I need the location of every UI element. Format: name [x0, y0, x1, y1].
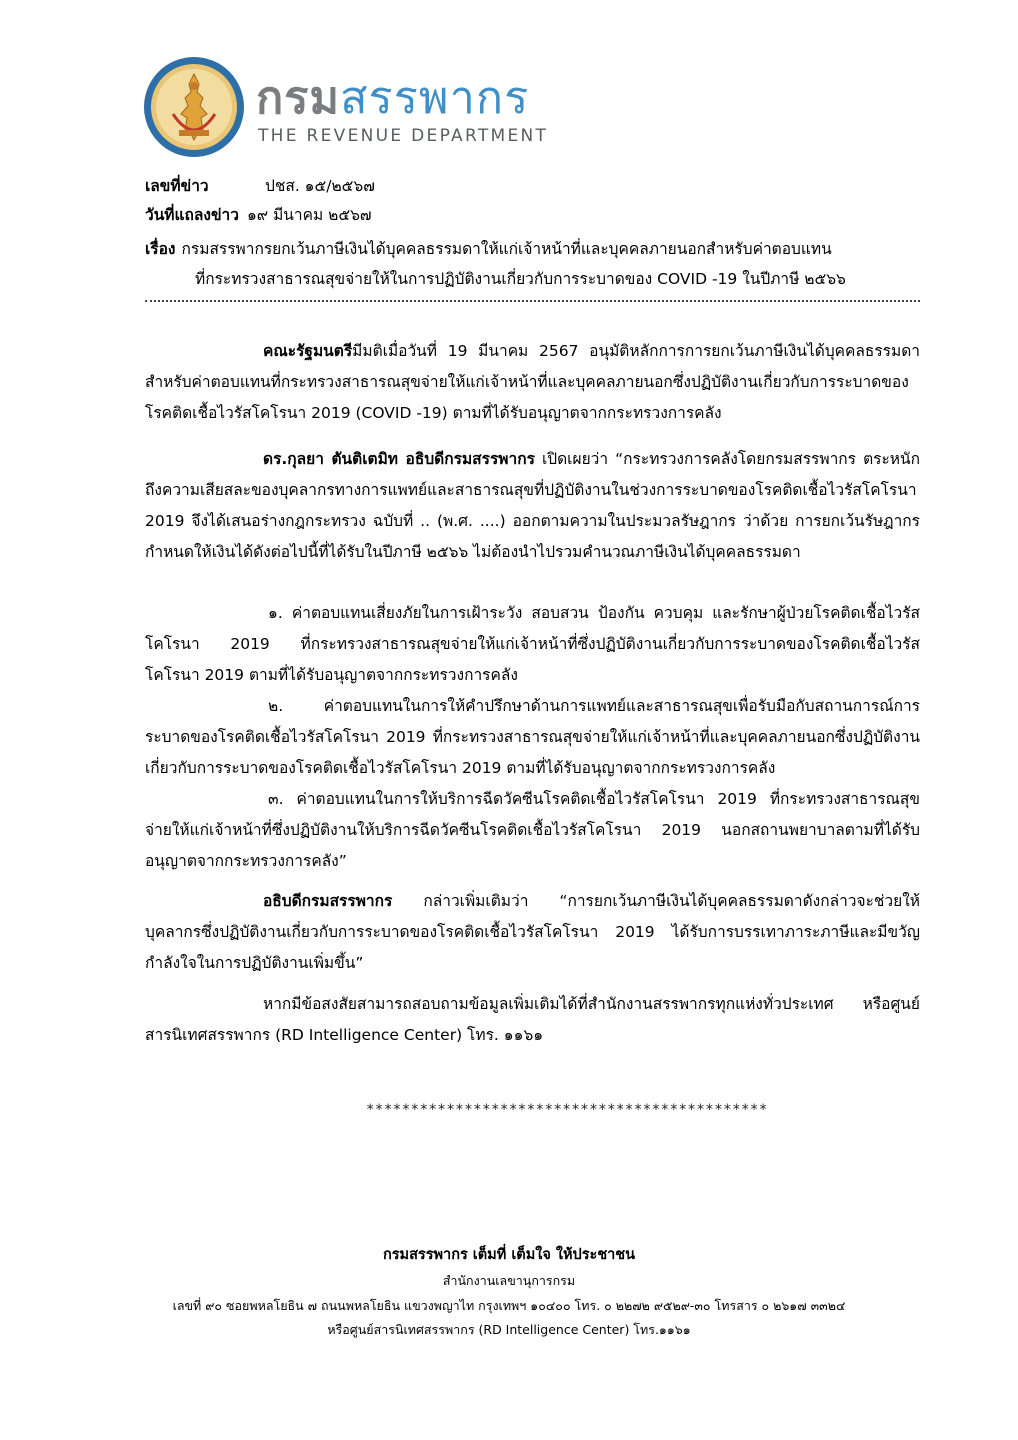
paragraph-contact-text: หากมีข้อสงสัยสามารถสอบถามข้อมูลเพิ่มเติมได้ที่สำนักงานสรรพากรทุกแห่งทั่วประเทศ หรือศูนย์สารนิเทศสรรพากร (RD Intelligence Center) โทร. ๑๑๖๑ [145, 995, 920, 1044]
footer-hotline: หรือศูนย์สารนิเทศสรรพากร (RD Intelligence Center) โทร.๑๑๖๑ [327, 1322, 691, 1337]
brand-part-2: สรรพากร [340, 71, 530, 124]
subject-line-2: ที่กระทรวงสาธารณสุขจ่ายให้ในการปฏิบัติงานเกี่ยวกับการระบาดของ COVID -19 ในปีภาษี ๒๕๖๖ [195, 270, 846, 288]
list-item-3 [145, 784, 920, 877]
subject-block [145, 234, 925, 294]
list-item-3-text: ๓. ค่าตอบแทนในการให้บริการฉีดวัคซีนโรคติดเชื้อไวรัสโคโรนา 2019 ที่กระทรวงสาธารณสุขจ่ายให้แก่เจ้าหน้าที่ซึ่งปฏิบัติงานให้บริการฉีดวัคซีนโรคติดเชื้อไวรัสโคโรนา 2019 นอกสถานพยาบาลตามที่ได้รับอนุญาตจากกระทรวงการคลัง” [145, 790, 920, 870]
paragraph-closing-lead: อธิบดีกรมสรรพากร [263, 892, 393, 910]
paragraph-cabinet-text: มีมติเมื่อวันที่ 19 มีนาคม 2567 อนุมัติหลักการการยกเว้นภาษีเงินได้บุคคลธรรมดา สำหรับค่าตอบแทนที่กระทรวงสาธารณสุขจ่ายให้แก่เจ้าหน้าที่และบุคคลภายนอกซึ่งปฏิบัติงานเกี่ยวกับการระบาดของโรคติดเชื้อไวรัสโคโรนา 2019 (COVID -19) ตามที่ได้รับอนุญาตจากกระทรวงการคลัง [145, 342, 920, 422]
paragraph-director-closing [145, 886, 920, 979]
paragraph-contact [145, 989, 920, 1051]
paragraph-cabinet [145, 336, 920, 429]
paragraph-director-text: เปิดเผยว่า “กระทรวงการคลังโดยกรมสรรพากร ตระหนักถึงความเสียสละของบุคลากรทางการแพทย์และสาธารณสุขที่ปฏิบัติงานในช่วงการระบาดของโรคติดเชื้อไวรัสโคโรนา 2019 จึงได้เสนอร่างกฎกระทรวง ฉบับที่ .. (พ.ศ. ....) ออกตามความในประมวลรัษฎากร ว่าด้วย การยกเว้นรัษฎากรกำหนดให้เงินได้ดังต่อไปนี้ที่ได้รับในปีภาษี ๒๕๖๖ ไม่ต้องนำไปรวมคำนวณภาษีเงินได้บุคคลธรรมดา [145, 450, 920, 561]
subject-label: เรื่อง [145, 240, 176, 258]
news-number-row [145, 173, 375, 199]
paragraph-director-statement [145, 444, 920, 568]
end-marker: ********************************************* [366, 1102, 768, 1118]
news-number-label: เลขที่ข่าว [145, 177, 209, 195]
footer-address: เลขที่ ๙๐ ซอยพหลโยธิน ๗ ถนนพหลโยธิน แขวงพญาไท กรุงเทพฯ ๑๐๔๐๐ โทร. ๐ ๒๒๗๒ ๙๕๒๙-๓๐ โทรสาร ๐ ๒๖๑๗ ๓๓๒๔ [172, 1298, 846, 1313]
paragraph-director-lead: ดร.กุลยา ตันติเตมิท อธิบดีกรมสรรพากร [263, 450, 535, 468]
footer-office: สำนักงานเลขานุการกรม [442, 1273, 576, 1288]
dotted-divider [145, 300, 920, 302]
brand-wordmark-thai [256, 70, 529, 126]
date-row [145, 202, 372, 228]
brand-wordmark-english: THE REVENUE DEPARTMENT [258, 126, 549, 146]
revenue-department-seal-icon [143, 56, 245, 158]
brand-part-1: กรม [256, 71, 341, 124]
list-item-2 [145, 691, 920, 784]
date-value: ๑๙ มีนาคม ๒๕๖๗ [246, 206, 372, 224]
footer-slogan: กรมสรรพากร เต็มที่ เต็มใจ ให้ประชาชน [382, 1247, 636, 1263]
list-item-2-text: ๒. ค่าตอบแทนในการให้คำปรึกษาด้านการแพทย์และสาธารณสุขเพื่อรับมือกับสถานการณ์การระบาดของโรคติดเชื้อไวรัสโคโรนา 2019 ที่กระทรวงสาธารณสุขจ่ายให้แก่เจ้าหน้าที่และบุคคลภายนอกซึ่งปฏิบัติงานเกี่ยวกับการระบาดของโรคติดเชื้อไวรัสโคโรนา 2019 ตามที่ได้รับอนุญาตจากกระทรวงการคลัง [145, 697, 920, 777]
list-item-1 [145, 598, 920, 691]
paragraph-closing-text: กล่าวเพิ่มเติมว่า “การยกเว้นภาษีเงินได้บุคคลธรรมดาดังกล่าวจะช่วยให้บุคลากรซึ่งปฏิบัติงานเกี่ยวกับการระบาดของโรคติดเชื้อไวรัสโคโรนา 2019 ได้รับการบรรเทาภาระภาษีและมีขวัญกำลังใจในการปฏิบัติงานเพิ่มขึ้น” [145, 892, 920, 972]
list-item-1-text: ๑. ค่าตอบแทนเสี่ยงภัยในการเฝ้าระวัง สอบสวน ป้องกัน ควบคุม และรักษาผู้ป่วยโรคติดเชื้อไวรัสโคโรนา 2019 ที่กระทรวงสาธารณสุขจ่ายให้แก่เจ้าหน้าที่ซึ่งปฏิบัติงานเกี่ยวกับการระบาดของโรคติดเชื้อไวรัสโคโรนา 2019 ตามที่ได้รับอนุญาตจากกระทรวงการคลัง [145, 604, 920, 684]
paragraph-cabinet-lead: คณะรัฐมนตรี [263, 342, 353, 360]
date-label: วันที่แถลงข่าว [145, 206, 239, 224]
subject-line-1: กรมสรรพากรยกเว้นภาษีเงินได้บุคคลธรรมดาให้แก่เจ้าหน้าที่และบุคคลภายนอกสำหรับค่าตอบแทน [181, 240, 832, 258]
news-number-value: ปชส. ๑๕/๒๕๖๗ [265, 177, 375, 195]
